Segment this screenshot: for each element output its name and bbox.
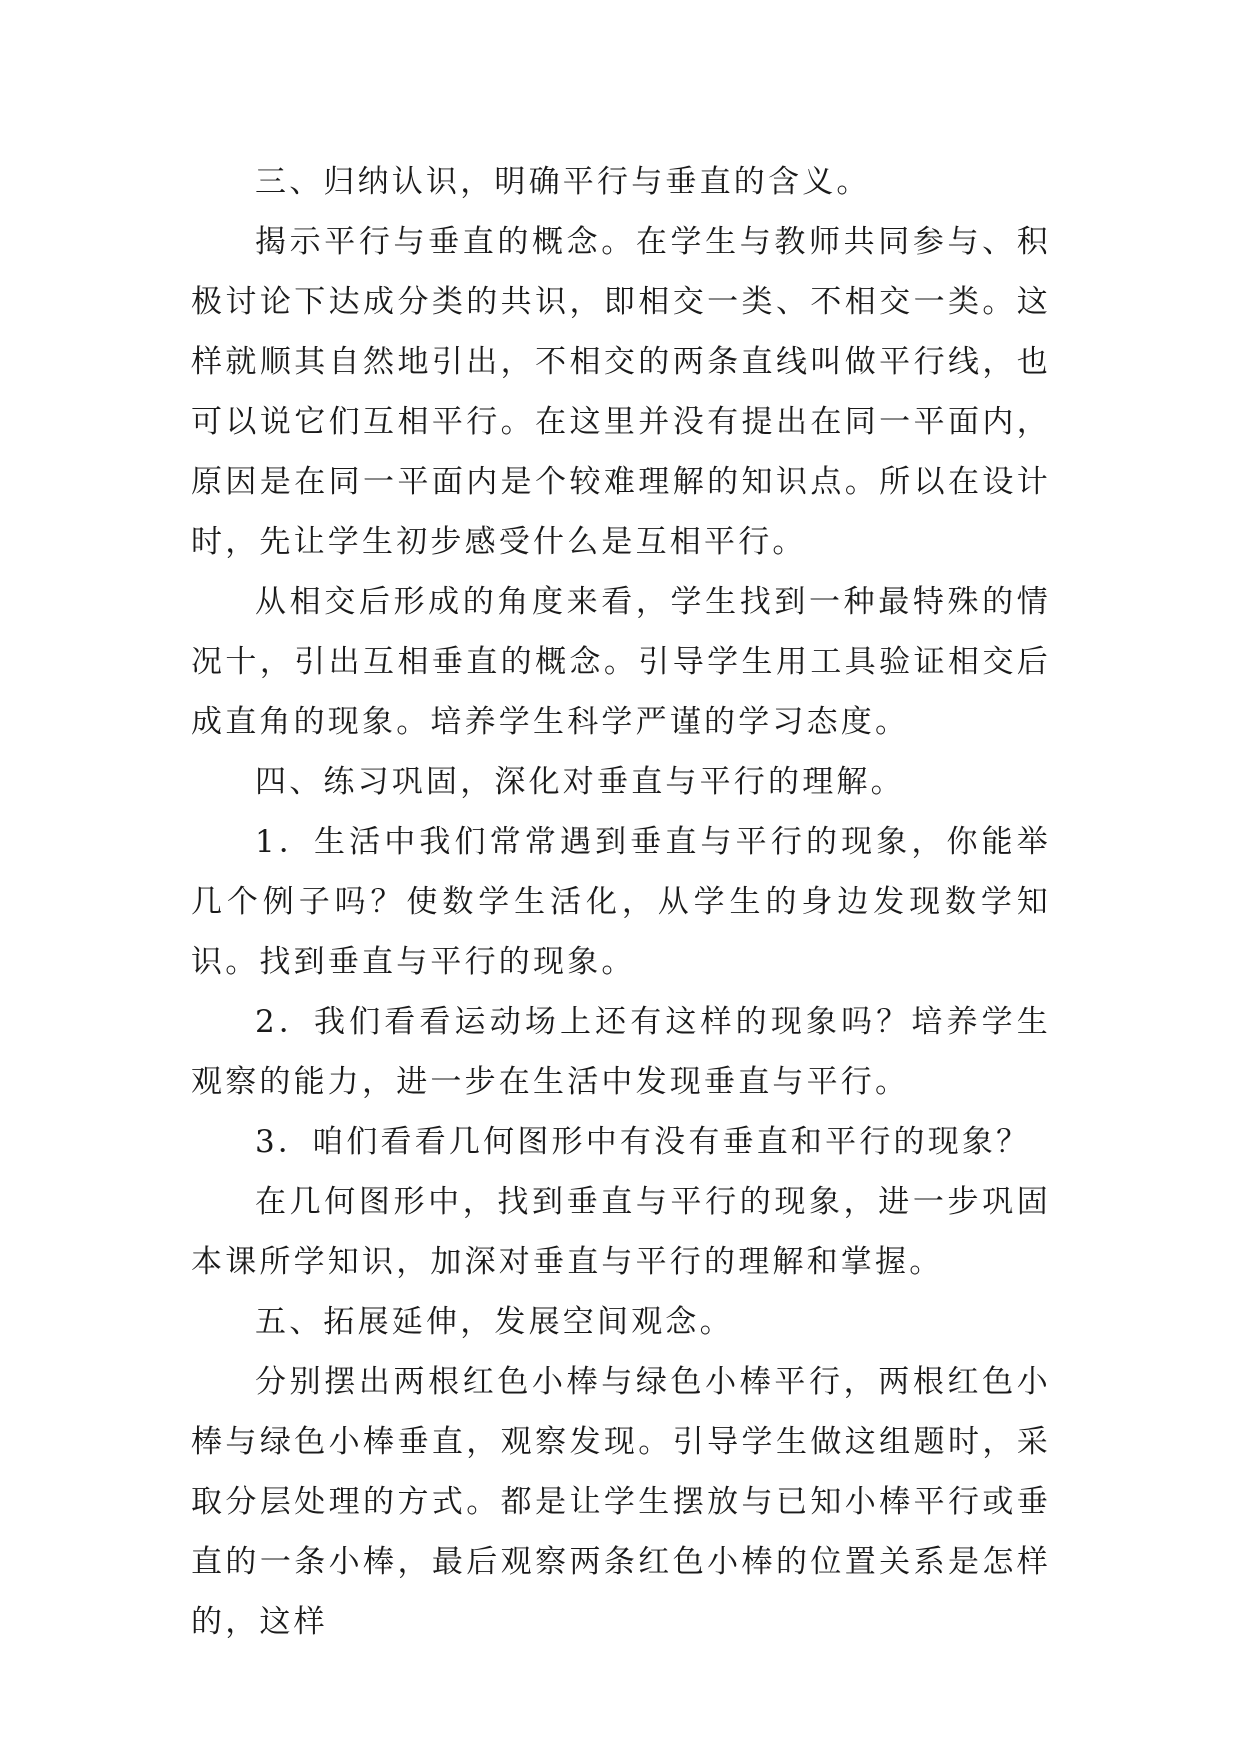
list-item-2: 2．我们看看运动场上还有这样的现象吗？培养学生观察的能力，进一步在生活中发现垂直与平行。 xyxy=(191,1004,1051,1100)
paragraph: 在几何图形中，找到垂直与平行的现象，进一步巩固本课所学知识，加深对垂直与平行的理解和掌握。 xyxy=(191,1184,1051,1280)
section-heading-5: 五、拓展延伸，发展空间观念。 xyxy=(255,1304,734,1340)
section-heading-3: 三、归纳认识，明确平行与垂直的含义。 xyxy=(255,164,871,200)
document-body xyxy=(191,152,1051,1652)
paragraph: 从相交后形成的角度来看，学生找到一种最特殊的情况十，引出互相垂直的概念。引导学生用工具验证相交后成直角的现象。培养学生科学严谨的学习态度。 xyxy=(191,584,1051,740)
list-item-3: 3．咱们看看几何图形中有没有垂直和平行的现象？ xyxy=(255,1124,1031,1160)
paragraph: 分别摆出两根红色小棒与绿色小棒平行，两根红色小棒与绿色小棒垂直，观察发现。引导学生做这组题时，采取分层处理的方式。都是让学生摆放与已知小棒平行或垂直的一条小棒，最后观察两条红色小棒的位置关系是怎样的，这样 xyxy=(191,1364,1051,1640)
list-item-1: 1．生活中我们常常遇到垂直与平行的现象，你能举几个例子吗？使数学生活化，从学生的身边发现数学知识。找到垂直与平行的现象。 xyxy=(191,824,1051,980)
section-heading-4: 四、练习巩固，深化对垂直与平行的理解。 xyxy=(255,764,905,800)
paragraph: 揭示平行与垂直的概念。在学生与教师共同参与、积极讨论下达成分类的共识，即相交一类、不相交一类。这样就顺其自然地引出，不相交的两条直线叫做平行线，也可以说它们互相平行。在这里并没有提出在同一平面内，原因是在同一平面内是个较难理解的知识点。所以在设计时，先让学生初步感受什么是互相平行。 xyxy=(191,224,1051,560)
